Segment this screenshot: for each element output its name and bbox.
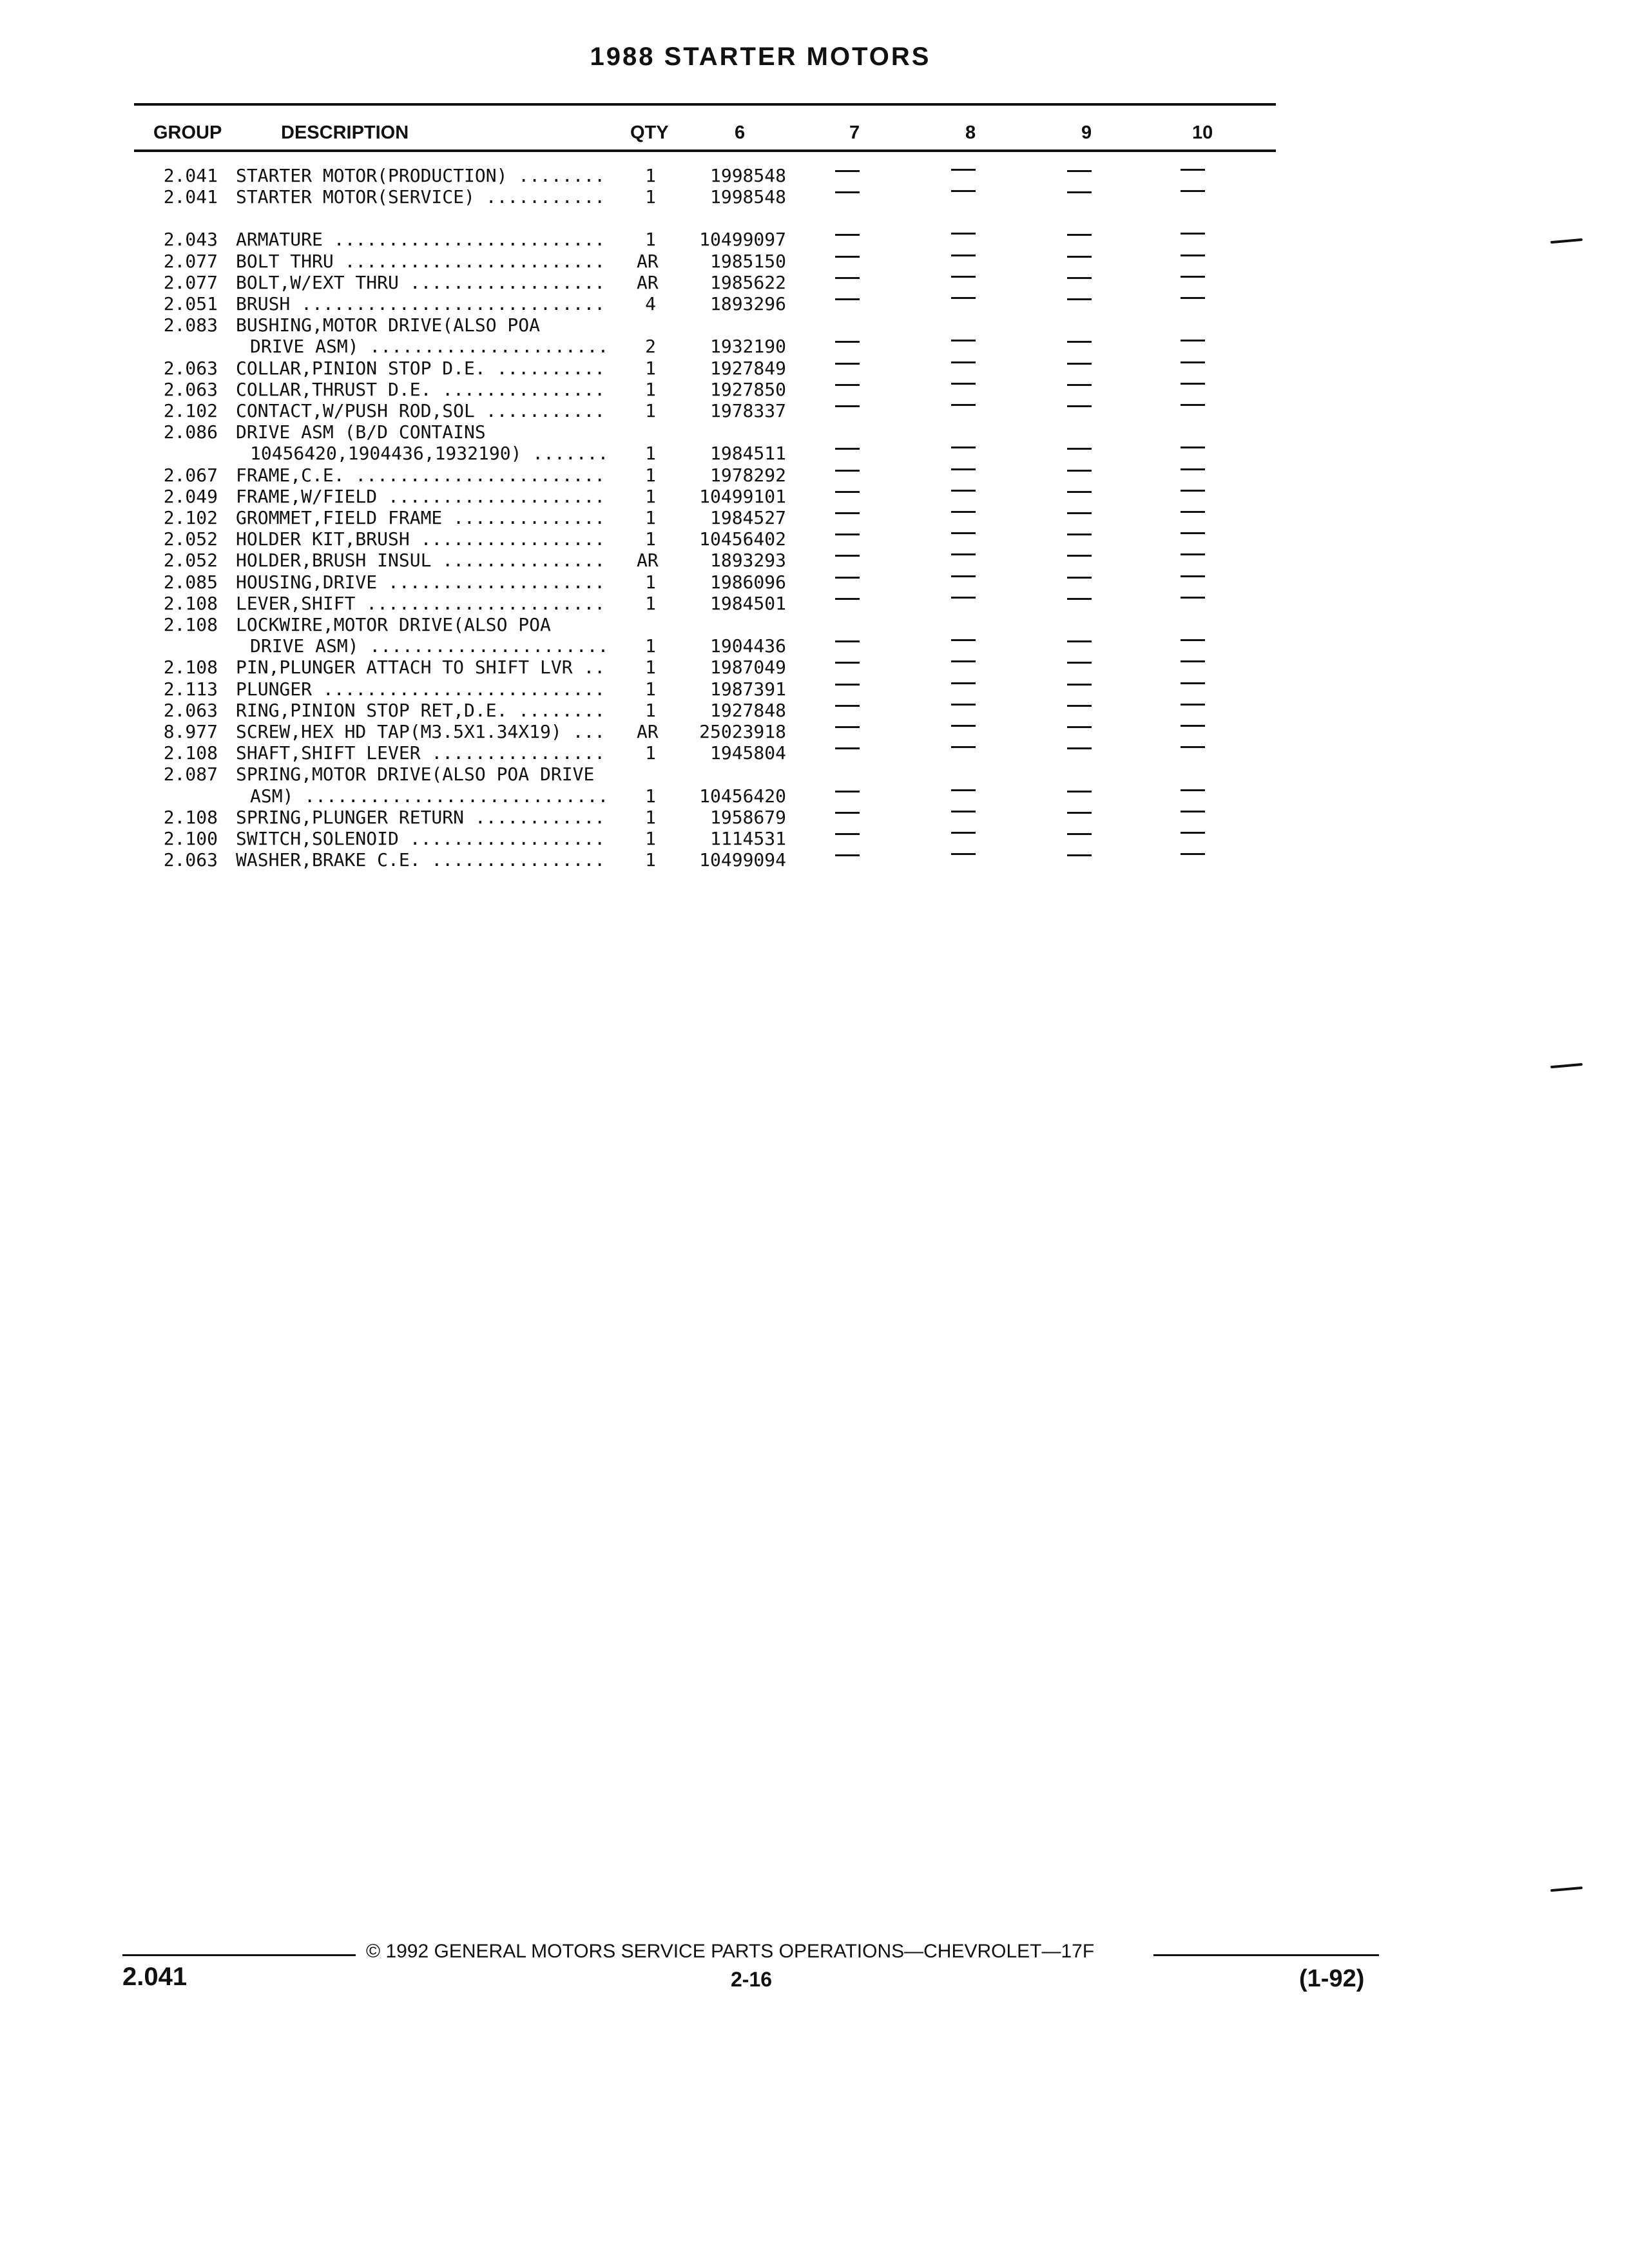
row-part-number: 1984527 — [709, 507, 786, 528]
not-applicable-dash — [1181, 575, 1205, 577]
not-applicable-dash — [1067, 384, 1092, 386]
row-part-number: 1987391 — [709, 678, 786, 700]
table-row — [0, 849, 1289, 870]
not-applicable-dash — [951, 811, 976, 812]
row-description: RING,PINION STOP RET,D.E. ........ — [236, 699, 606, 721]
not-applicable-dash — [951, 383, 976, 385]
header-group: GROUP — [153, 122, 222, 143]
table-row — [0, 272, 1289, 293]
row-part-number: 1927848 — [709, 699, 786, 721]
row-group: 2.108 — [163, 657, 218, 678]
table-row — [0, 486, 1289, 507]
row-part-number: 10499097 — [699, 229, 786, 251]
not-applicable-dash — [1181, 725, 1205, 727]
table-row — [0, 186, 1289, 207]
page-title: 1988 STARTER MOTORS — [590, 43, 931, 71]
row-description: PLUNGER .......................... — [236, 678, 606, 700]
row-part-number: 1958679 — [709, 806, 786, 828]
table-row — [0, 572, 1289, 593]
header-rule-top — [134, 103, 1276, 106]
header-description: DESCRIPTION — [281, 122, 409, 143]
table-row — [0, 336, 1289, 357]
header-col-9: 9 — [1081, 122, 1092, 143]
not-applicable-dash — [1181, 682, 1205, 684]
row-part-number: 10456420 — [699, 785, 786, 807]
row-part-number: 1927849 — [709, 357, 786, 379]
table-row — [0, 379, 1289, 400]
not-applicable-dash — [835, 234, 860, 236]
row-qty: 2 — [645, 336, 656, 358]
header-col-6: 6 — [735, 122, 746, 143]
header-col-8: 8 — [965, 122, 976, 143]
not-applicable-dash — [951, 447, 976, 448]
not-applicable-dash — [835, 854, 860, 856]
row-group: 2.041 — [163, 186, 218, 208]
row-qty: 1 — [645, 357, 656, 379]
not-applicable-dash — [1067, 405, 1092, 407]
not-applicable-dash — [835, 405, 860, 407]
not-applicable-dash — [835, 512, 860, 514]
not-applicable-dash — [951, 340, 976, 341]
row-part-number: 1927850 — [709, 378, 786, 400]
not-applicable-dash — [1067, 448, 1092, 450]
row-group: 2.087 — [163, 764, 218, 785]
not-applicable-dash — [1067, 491, 1092, 493]
row-description: LOCKWIRE,MOTOR DRIVE(ALSO POA — [236, 614, 551, 635]
not-applicable-dash — [835, 812, 860, 814]
not-applicable-dash — [1067, 256, 1092, 258]
not-applicable-dash — [835, 833, 860, 835]
not-applicable-dash — [951, 361, 976, 363]
not-applicable-dash — [1067, 191, 1092, 193]
row-group: 2.063 — [163, 357, 218, 379]
row-description: COLLAR,THRUST D.E. ............... — [236, 378, 606, 400]
not-applicable-dash — [951, 639, 976, 641]
footer-rule-left — [122, 1954, 356, 1956]
row-part-number: 1978292 — [709, 464, 786, 486]
row-part-number: 1904436 — [709, 635, 786, 657]
not-applicable-dash — [1067, 363, 1092, 365]
row-part-number: 1985622 — [709, 271, 786, 293]
row-group: 2.113 — [163, 678, 218, 700]
not-applicable-dash — [1181, 340, 1205, 341]
not-applicable-dash — [1067, 298, 1092, 300]
row-group: 8.977 — [163, 721, 218, 742]
not-applicable-dash — [835, 384, 860, 386]
row-description: GROMMET,FIELD FRAME .............. — [236, 507, 606, 528]
not-applicable-dash — [835, 726, 860, 728]
row-qty: 1 — [645, 657, 656, 678]
row-description: DRIVE ASM (B/D CONTAINS — [236, 421, 486, 443]
not-applicable-dash — [835, 256, 860, 258]
row-description: COLLAR,PINION STOP D.E. .......... — [236, 357, 606, 379]
not-applicable-dash — [1181, 490, 1205, 492]
not-applicable-dash — [835, 470, 860, 472]
table-row — [0, 229, 1289, 250]
row-group: 2.108 — [163, 806, 218, 828]
not-applicable-dash — [1067, 640, 1092, 642]
footer-section-number: 2.041 — [122, 1963, 188, 1991]
row-description: HOLDER,BRUSH INSUL ............... — [236, 550, 606, 572]
row-part-number: 1932190 — [709, 336, 786, 358]
not-applicable-dash — [1181, 468, 1205, 470]
not-applicable-dash — [951, 553, 976, 555]
row-part-number: 1114531 — [709, 828, 786, 849]
row-group: 2.063 — [163, 849, 218, 871]
not-applicable-dash — [951, 704, 976, 706]
not-applicable-dash — [1181, 511, 1205, 513]
row-qty: 1 — [645, 528, 656, 550]
edge-mark — [1550, 238, 1583, 244]
row-description: CONTACT,W/PUSH ROD,SOL ........... — [236, 400, 606, 421]
header-col-10: 10 — [1192, 122, 1213, 143]
row-description: STARTER MOTOR(SERVICE) ........... — [236, 186, 606, 208]
row-group: 2.067 — [163, 464, 218, 486]
header-rule-bottom — [134, 149, 1276, 152]
table-row — [0, 314, 1289, 336]
row-part-number: 1893296 — [709, 293, 786, 314]
row-part-number: 1998548 — [709, 186, 786, 208]
not-applicable-dash — [835, 277, 860, 279]
footer-date: (1-92) — [1299, 1965, 1365, 1992]
row-description: BRUSH ............................ — [236, 293, 606, 314]
row-description: ASM) ............................ — [250, 785, 609, 807]
header-col-7: 7 — [849, 122, 860, 143]
table-row — [0, 165, 1289, 186]
row-qty: 4 — [645, 293, 656, 314]
table-row — [0, 657, 1289, 678]
not-applicable-dash — [1181, 361, 1205, 363]
table-row — [0, 614, 1289, 635]
not-applicable-dash — [1181, 597, 1205, 599]
row-group: 2.100 — [163, 828, 218, 849]
row-qty: 1 — [645, 742, 656, 764]
footer-page-number: 2-16 — [731, 1968, 773, 1991]
not-applicable-dash — [951, 597, 976, 599]
not-applicable-dash — [835, 555, 860, 557]
not-applicable-dash — [951, 255, 976, 256]
header-qty: QTY — [630, 122, 669, 143]
table-row — [0, 550, 1289, 571]
row-qty: 1 — [645, 828, 656, 849]
not-applicable-dash — [1181, 276, 1205, 278]
row-group: 2.108 — [163, 742, 218, 764]
not-applicable-dash — [1181, 190, 1205, 192]
not-applicable-dash — [951, 511, 976, 513]
table-row — [0, 358, 1289, 379]
row-description: BOLT THRU ........................ — [236, 250, 606, 272]
not-applicable-dash — [1067, 812, 1092, 814]
row-part-number: 1893293 — [709, 550, 786, 572]
not-applicable-dash — [1181, 233, 1205, 235]
not-applicable-dash — [1181, 297, 1205, 299]
footer-copyright: © 1992 GENERAL MOTORS SERVICE PARTS OPERATIONS—CHEVROLET—17F — [366, 1941, 1095, 1962]
not-applicable-dash — [1181, 169, 1205, 171]
table-row — [0, 785, 1289, 807]
not-applicable-dash — [1181, 255, 1205, 256]
row-description: PIN,PLUNGER ATTACH TO SHIFT LVR .. — [236, 657, 606, 678]
table-row — [0, 593, 1289, 614]
not-applicable-dash — [1067, 470, 1092, 472]
not-applicable-dash — [835, 640, 860, 642]
row-group: 2.049 — [163, 485, 218, 507]
not-applicable-dash — [1067, 662, 1092, 664]
not-applicable-dash — [835, 577, 860, 579]
not-applicable-dash — [951, 297, 976, 299]
not-applicable-dash — [1181, 789, 1205, 791]
row-group: 2.051 — [163, 293, 218, 314]
row-description: ARMATURE ......................... — [236, 229, 606, 251]
table-row — [0, 465, 1289, 486]
not-applicable-dash — [951, 276, 976, 278]
not-applicable-dash — [1067, 555, 1092, 557]
not-applicable-dash — [835, 791, 860, 793]
not-applicable-dash — [835, 684, 860, 686]
table-row — [0, 507, 1289, 528]
not-applicable-dash — [951, 575, 976, 577]
not-applicable-dash — [951, 404, 976, 406]
not-applicable-dash — [835, 491, 860, 493]
footer-rule-right — [1153, 1954, 1379, 1956]
not-applicable-dash — [1181, 447, 1205, 448]
row-part-number: 1984501 — [709, 592, 786, 614]
not-applicable-dash — [835, 448, 860, 450]
not-applicable-dash — [951, 682, 976, 684]
row-group: 2.063 — [163, 378, 218, 400]
not-applicable-dash — [951, 532, 976, 534]
not-applicable-dash — [1067, 747, 1092, 749]
not-applicable-dash — [1181, 383, 1205, 385]
row-qty: 1 — [645, 785, 656, 807]
row-part-number: 1998548 — [709, 165, 786, 186]
not-applicable-dash — [1067, 277, 1092, 279]
not-applicable-dash — [951, 468, 976, 470]
row-qty: 1 — [645, 400, 656, 421]
row-description: 10456420,1904436,1932190) ....... — [250, 443, 609, 465]
row-group: 2.077 — [163, 271, 218, 293]
row-description: SWITCH,SOLENOID .................. — [236, 828, 606, 849]
row-group: 2.108 — [163, 614, 218, 635]
not-applicable-dash — [1181, 553, 1205, 555]
row-description: BUSHING,MOTOR DRIVE(ALSO POA — [236, 314, 541, 336]
row-qty: 1 — [645, 507, 656, 528]
not-applicable-dash — [1067, 833, 1092, 835]
row-qty: 1 — [645, 229, 656, 251]
row-part-number: 10499094 — [699, 849, 786, 871]
row-qty: 1 — [645, 464, 656, 486]
row-qty: AR — [637, 721, 659, 742]
not-applicable-dash — [1181, 746, 1205, 748]
not-applicable-dash — [835, 298, 860, 300]
not-applicable-dash — [1067, 684, 1092, 686]
row-group: 2.063 — [163, 699, 218, 721]
table-row — [0, 700, 1289, 721]
row-description: HOLDER KIT,BRUSH ................. — [236, 528, 606, 550]
not-applicable-dash — [1067, 170, 1092, 172]
row-qty: 1 — [645, 485, 656, 507]
edge-mark — [1550, 1063, 1583, 1068]
row-part-number: 1986096 — [709, 571, 786, 593]
not-applicable-dash — [951, 169, 976, 171]
table-row — [0, 443, 1289, 464]
not-applicable-dash — [1067, 577, 1092, 579]
row-qty: AR — [637, 271, 659, 293]
not-applicable-dash — [1181, 404, 1205, 406]
not-applicable-dash — [951, 853, 976, 855]
row-qty: 1 — [645, 592, 656, 614]
row-qty: 1 — [645, 165, 656, 186]
row-group: 2.083 — [163, 314, 218, 336]
row-qty: 1 — [645, 635, 656, 657]
not-applicable-dash — [1067, 598, 1092, 600]
not-applicable-dash — [1181, 660, 1205, 662]
not-applicable-dash — [1181, 811, 1205, 812]
row-description: BOLT,W/EXT THRU .................. — [236, 271, 606, 293]
row-group: 2.052 — [163, 550, 218, 572]
table-row — [0, 678, 1289, 700]
not-applicable-dash — [835, 662, 860, 664]
row-group: 2.085 — [163, 571, 218, 593]
not-applicable-dash — [1067, 341, 1092, 343]
row-part-number: 1978337 — [709, 400, 786, 421]
row-part-number: 25023918 — [699, 721, 786, 742]
not-applicable-dash — [951, 660, 976, 662]
not-applicable-dash — [835, 598, 860, 600]
table-row — [0, 251, 1289, 272]
row-group: 2.108 — [163, 592, 218, 614]
row-group: 2.086 — [163, 421, 218, 443]
row-part-number: 1945804 — [709, 742, 786, 764]
not-applicable-dash — [951, 832, 976, 834]
row-qty: AR — [637, 250, 659, 272]
row-group: 2.041 — [163, 165, 218, 186]
row-description: DRIVE ASM) ...................... — [250, 635, 609, 657]
not-applicable-dash — [1067, 234, 1092, 236]
row-part-number: 10499101 — [699, 485, 786, 507]
row-part-number: 1987049 — [709, 657, 786, 678]
not-applicable-dash — [1181, 532, 1205, 534]
not-applicable-dash — [951, 190, 976, 192]
row-description: LEVER,SHIFT ...................... — [236, 592, 606, 614]
table-row — [0, 764, 1289, 785]
row-description: SHAFT,SHIFT LEVER ................ — [236, 742, 606, 764]
row-description: FRAME,W/FIELD .................... — [236, 485, 606, 507]
table-row — [0, 400, 1289, 421]
not-applicable-dash — [1067, 791, 1092, 793]
not-applicable-dash — [1181, 853, 1205, 855]
row-qty: 1 — [645, 806, 656, 828]
table-row — [0, 721, 1289, 742]
not-applicable-dash — [951, 490, 976, 492]
row-description: HOUSING,DRIVE .................... — [236, 571, 606, 593]
row-description: FRAME,C.E. ....................... — [236, 464, 606, 486]
row-qty: 1 — [645, 849, 656, 871]
row-group: 2.077 — [163, 250, 218, 272]
table-row — [0, 742, 1289, 764]
not-applicable-dash — [1181, 832, 1205, 834]
row-group: 2.102 — [163, 507, 218, 528]
not-applicable-dash — [1067, 854, 1092, 856]
not-applicable-dash — [951, 725, 976, 727]
row-group: 2.052 — [163, 528, 218, 550]
not-applicable-dash — [835, 191, 860, 193]
not-applicable-dash — [1067, 533, 1092, 535]
row-description: STARTER MOTOR(PRODUCTION) ........ — [236, 165, 606, 186]
not-applicable-dash — [835, 747, 860, 749]
not-applicable-dash — [1067, 512, 1092, 514]
not-applicable-dash — [951, 746, 976, 748]
edge-mark — [1550, 1887, 1583, 1892]
table-row — [0, 528, 1289, 550]
table-row — [0, 828, 1289, 849]
row-description: SCREW,HEX HD TAP(M3.5X1.34X19) ... — [236, 721, 606, 742]
not-applicable-dash — [1181, 639, 1205, 641]
not-applicable-dash — [835, 341, 860, 343]
row-qty: 1 — [645, 699, 656, 721]
not-applicable-dash — [835, 363, 860, 365]
row-qty: 1 — [645, 571, 656, 593]
row-qty: 1 — [645, 443, 656, 465]
not-applicable-dash — [835, 705, 860, 707]
table-row — [0, 635, 1289, 657]
row-description: WASHER,BRAKE C.E. ................ — [236, 849, 606, 871]
not-applicable-dash — [1067, 705, 1092, 707]
table-row — [0, 807, 1289, 828]
not-applicable-dash — [1181, 704, 1205, 706]
row-part-number: 1985150 — [709, 250, 786, 272]
not-applicable-dash — [951, 233, 976, 235]
not-applicable-dash — [835, 533, 860, 535]
not-applicable-dash — [951, 789, 976, 791]
row-part-number: 10456402 — [699, 528, 786, 550]
row-qty: 1 — [645, 186, 656, 208]
row-description: DRIVE ASM) ...................... — [250, 336, 609, 358]
not-applicable-dash — [835, 170, 860, 172]
table-row — [0, 293, 1289, 314]
row-group: 2.043 — [163, 229, 218, 251]
not-applicable-dash — [1067, 726, 1092, 728]
row-qty: 1 — [645, 678, 656, 700]
row-qty: AR — [637, 550, 659, 572]
row-group: 2.102 — [163, 400, 218, 421]
table-row — [0, 421, 1289, 443]
row-part-number: 1984511 — [709, 443, 786, 465]
row-qty: 1 — [645, 378, 656, 400]
row-description: SPRING,PLUNGER RETURN ............ — [236, 806, 606, 828]
row-description: SPRING,MOTOR DRIVE(ALSO POA DRIVE — [236, 764, 595, 785]
